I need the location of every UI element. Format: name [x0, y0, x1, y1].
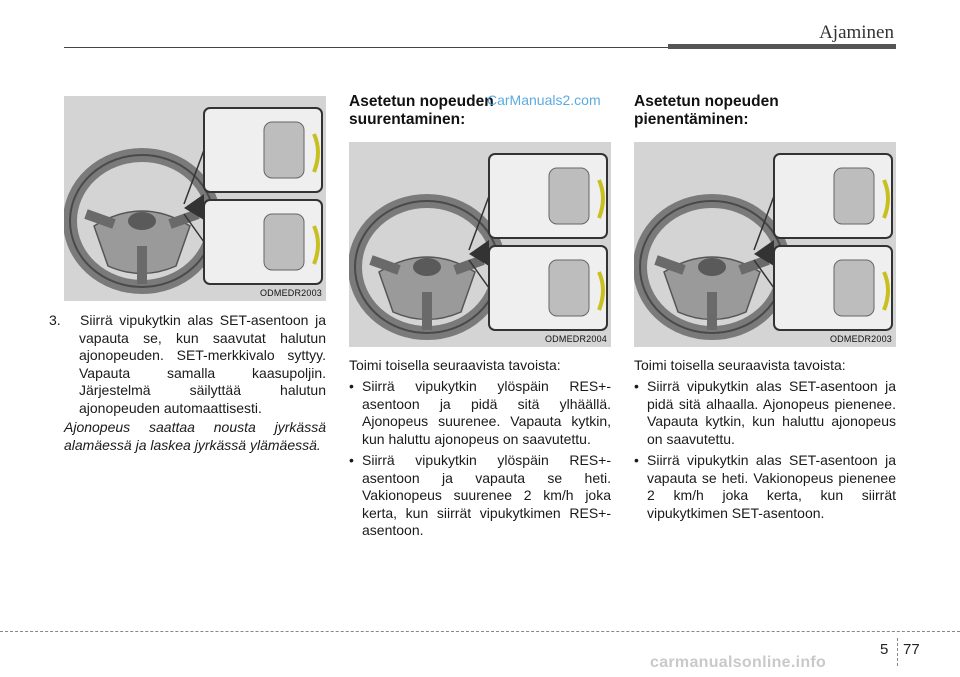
heading-line-2: pienentäminen: [634, 111, 749, 128]
figure-code: ODMEDR2003 [259, 288, 322, 298]
header-rule [64, 47, 668, 48]
steering-wheel-illustration [64, 96, 326, 301]
chapter-number: 5 [880, 641, 889, 658]
increase-bullet-list [349, 378, 611, 544]
list-item: • Siirrä vipukytkin ylöspäin RES+-asentoon ja pidä sitä ylhäällä. Ajonopeus suurenee. Vapauta kytkin, kun haluttu ajonopeus on saavutettu. [349, 378, 611, 447]
step-3-body: Siirrä vipukytkin alas SET-asentoon ja vapauta se, kun saavutat halutun ajonopeuden. SET-merkkivalo syttyy. Vapauta samalla kaasupoljin. Järjestelmä säilyttää halutun ajonopeuden automaattisesti. [79, 312, 326, 416]
heading-line-2: suurentaminen: [349, 111, 466, 128]
steering-wheel-figure-3 [634, 142, 896, 347]
list-item: • Siirrä vipukytkin alas SET-asentoon ja pidä sitä alhaalla. Ajonopeus pienenee. Vapauta kytkin, kun haluttu ajonopeus on saavutettu. [634, 378, 896, 447]
heading-line-1: Asetetun nopeuden [349, 93, 494, 110]
list-item: • Siirrä vipukytkin alas SET-asentoon ja vapauta se heti. Vakionopeus pienenee 2 km/h joka kerta, kun siirrät vipukytkimen SET-asentoon. [634, 452, 896, 521]
watermark-top: CarManuals2.com [487, 92, 601, 108]
figure-code: ODMEDR2004 [544, 334, 607, 344]
page-number: 77 [903, 641, 920, 658]
watermark-bottom: carmanualsonline.info [650, 654, 827, 671]
page-separator [897, 638, 898, 666]
step-number: 3. [49, 312, 61, 328]
figure-code: ODMEDR2003 [829, 334, 892, 344]
bullet-glyph: • [634, 452, 639, 468]
bullet-glyph: • [349, 452, 354, 468]
bullet-glyph: • [349, 378, 354, 394]
step-3-text [49, 312, 326, 417]
chapter-title: Ajaminen [819, 22, 894, 43]
steering-wheel-illustration [634, 142, 896, 347]
increase-intro: Toimi toisella seuraavista tavoista: [349, 357, 561, 373]
decrease-bullet-list [634, 378, 896, 526]
steering-wheel-figure-1 [64, 96, 326, 301]
footer-rule [0, 631, 960, 632]
steering-wheel-illustration [349, 142, 611, 347]
steering-wheel-figure-2 [349, 142, 611, 347]
decrease-intro: Toimi toisella seuraavista tavoista: [634, 357, 846, 373]
list-item: • Siirrä vipukytkin ylöspäin RES+-asentoon ja vapauta se heti. Vakionopeus suurenee 2 km/h joka kerta, kun siirrät vipukytkimen RES+-asentoon. [349, 452, 611, 538]
note-text: Ajonopeus saattaa nousta jyrkässä alamäessä ja laskea jyrkässä ylämäessä. [64, 419, 326, 453]
heading-line-1: Asetetun nopeuden [634, 93, 779, 110]
bullet-glyph: • [634, 378, 639, 394]
decrease-speed-heading [634, 93, 896, 129]
header-bar [668, 44, 896, 49]
